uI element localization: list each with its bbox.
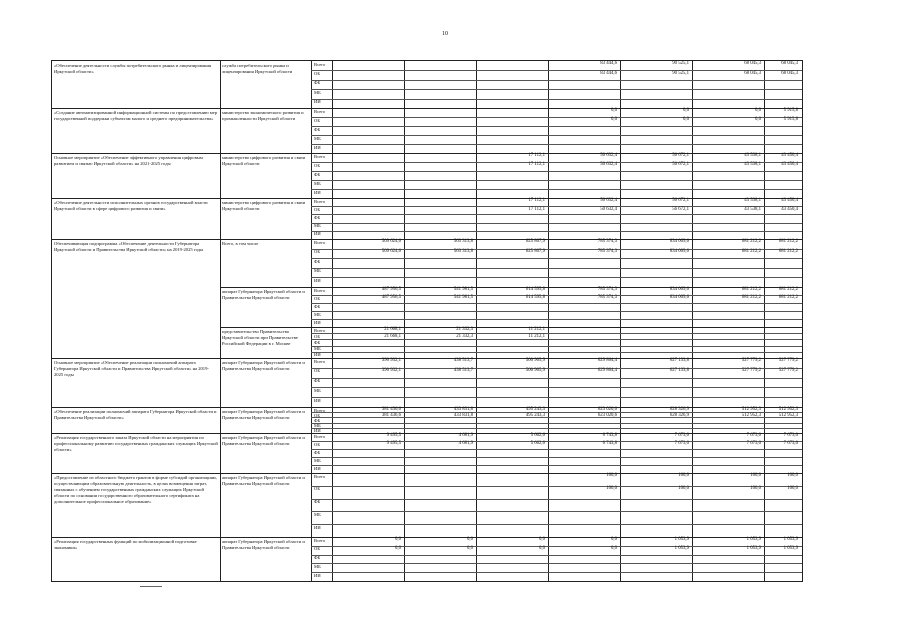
- amount-cell: 68 045,3: [744, 61, 761, 67]
- amount-cell: 629 864,4: [597, 368, 617, 374]
- source-row-divider: [311, 524, 802, 525]
- amount-cell: 512 952,3: [778, 407, 798, 413]
- funding-source: МБ: [314, 423, 321, 429]
- amount-cell: 1 053,9: [783, 537, 798, 543]
- column-divider: [548, 61, 549, 581]
- amount-cell: 681 212,2: [778, 287, 798, 293]
- funding-source: ОБ: [314, 333, 320, 339]
- amount-cell: 9 495,5: [386, 433, 401, 439]
- funding-source: ФБ: [314, 339, 321, 345]
- funding-source: ОБ: [314, 441, 320, 447]
- amount-cell: 43 450,4: [781, 153, 798, 159]
- amount-cell: 629 864,4: [597, 358, 617, 364]
- source-row-divider: [311, 387, 802, 388]
- funding-source: ИИ: [314, 231, 321, 237]
- funding-source: ОБ: [314, 412, 320, 418]
- funding-source: МБ: [314, 268, 321, 274]
- amount-cell: 563 313,8: [453, 248, 473, 254]
- amount-cell: 500 905,9: [525, 358, 545, 364]
- amount-cell: 7 673,0: [783, 441, 798, 447]
- executor-name: министерство цифрового развития и связи Иркутской области: [222, 200, 307, 211]
- source-row-divider: [311, 346, 802, 347]
- activity-name: «Реализация государственного заказа Иркутской области на мероприятия по профессиональному развитию государственных гражданских служащих Иркутской области»: [54, 435, 220, 452]
- amount-cell: 43 538,1: [744, 153, 761, 159]
- funding-source: ИИ: [314, 428, 321, 434]
- funding-source: ИИ: [314, 352, 321, 358]
- amount-cell: 834 009,6: [669, 287, 689, 293]
- amount-cell: 438 513,7: [453, 368, 473, 374]
- funding-source: ОБ: [314, 206, 320, 212]
- executor-name: аппарат Губернатора Иркутской области и Правительства Иркутской области: [222, 360, 306, 371]
- funding-source: ИИ: [314, 465, 321, 471]
- amount-cell: 785 374,3: [597, 295, 617, 301]
- amount-cell: 541 981,5: [453, 295, 473, 301]
- activity-name: Основное мероприятие «Обеспечение эффективного управления цифровым развитием и связью Иркутской области» на 2021-2025 годы: [54, 155, 204, 166]
- amount-cell: 100,0: [678, 473, 689, 479]
- funding-source: ФБ: [314, 555, 321, 561]
- column-divider: [692, 61, 693, 581]
- amount-cell: 5 662,6: [530, 433, 545, 439]
- executor-name: Всего, в том числе: [222, 241, 259, 246]
- amount-cell: 614 595,8: [525, 295, 545, 301]
- source-row-divider: [311, 449, 802, 450]
- amount-cell: 681 212,2: [741, 248, 761, 254]
- executor-name: аппарат Губернатора Иркутской области и Правительства Иркутской области: [222, 435, 306, 446]
- activity-name: «Реализация государственных функций по мобилизационной подготовке экономики»: [54, 539, 198, 550]
- amount-cell: 681 212,2: [741, 295, 761, 301]
- funding-source: Всего: [314, 239, 326, 245]
- amount-cell: 100,0: [787, 486, 798, 492]
- amount-cell: 527 779,2: [741, 368, 761, 374]
- amount-cell: 5 915,8: [783, 108, 798, 114]
- funding-source: Всего: [314, 108, 326, 114]
- source-row-divider: [311, 417, 802, 418]
- amount-cell: 1 053,9: [674, 546, 689, 552]
- funding-source: МБ: [314, 457, 321, 463]
- funding-source: ОБ: [314, 117, 320, 123]
- source-row-divider: [311, 563, 802, 564]
- funding-source: Всего: [314, 61, 326, 67]
- column-divider: [764, 61, 765, 581]
- amount-cell: 390 932,1: [381, 358, 401, 364]
- amount-cell: 11 212,1: [528, 333, 545, 339]
- footer-rule: [140, 586, 162, 587]
- amount-cell: 56 672,1: [672, 162, 689, 168]
- amount-cell: 834 009,6: [669, 295, 689, 301]
- source-row-divider: [311, 465, 802, 466]
- column-divider: [620, 61, 621, 581]
- amount-cell: 0,0: [467, 546, 473, 552]
- funding-source: ИИ: [314, 524, 321, 530]
- amount-cell: 1 053,9: [746, 546, 761, 552]
- funding-source: ФБ: [314, 303, 321, 309]
- amount-cell: 541 981,5: [453, 287, 473, 293]
- funding-source: ИИ: [314, 319, 321, 325]
- executor-name: аппарат Губернатора Иркутской области и Правительства Иркутской области: [222, 475, 306, 486]
- amount-cell: 623 020,6: [597, 412, 617, 418]
- amount-cell: 1 053,9: [783, 546, 798, 552]
- source-row-divider: [311, 397, 802, 398]
- amount-cell: 0,0: [539, 546, 545, 552]
- funding-source: ИИ: [314, 397, 321, 403]
- amount-cell: 43 450,4: [781, 162, 798, 168]
- source-row-divider: [311, 189, 802, 190]
- amount-cell: 6 743,8: [602, 441, 617, 447]
- source-row-divider: [311, 214, 802, 215]
- source-row-divider: [311, 319, 802, 320]
- funding-source: ФБ: [314, 80, 321, 86]
- source-row-divider: [311, 80, 802, 81]
- funding-source: МБ: [314, 311, 321, 317]
- source-row-divider: [311, 511, 802, 512]
- funding-source: МБ: [314, 511, 321, 517]
- amount-cell: 627 133,8: [669, 368, 689, 374]
- block-separator: [52, 108, 802, 109]
- amount-cell: 7 673,0: [746, 433, 761, 439]
- activity-name: Основное мероприятие «Обеспечение реализации полномочий аппарата Губернатора Иркутской области и Правительства Иркутской области» на 2019-2025 годы: [54, 360, 209, 377]
- executor-name: аппарат Губернатора Иркутской области и Правительства Иркутской области: [222, 539, 306, 550]
- source-row-divider: [311, 126, 802, 127]
- executor-name: служба потребительского рынка и лицензирования Иркутской области: [222, 63, 293, 74]
- amount-cell: 100,0: [787, 473, 798, 479]
- funding-source: Всего: [314, 153, 326, 159]
- amount-cell: 43 538,1: [744, 162, 761, 168]
- source-row-divider: [311, 457, 802, 458]
- amount-cell: 21 668,1: [384, 327, 401, 333]
- funding-source: ОБ: [314, 295, 320, 301]
- amount-cell: 527 779,2: [778, 368, 798, 374]
- amount-cell: 438 513,7: [453, 358, 473, 364]
- funding-source: МБ: [314, 387, 321, 393]
- block-separator: [52, 198, 802, 199]
- funding-source: МБ: [314, 135, 321, 141]
- source-row-divider: [311, 499, 802, 500]
- activity-name: «Обеспечение деятельности исполнительных органов государственной власти Иркутской области в сфере цифрового развития и связи»: [54, 200, 209, 211]
- amount-cell: 0,0: [611, 117, 617, 123]
- amount-cell: 4 681,9: [458, 441, 473, 447]
- source-row-divider: [311, 231, 802, 232]
- funding-source: Всего: [314, 287, 326, 293]
- amount-cell: 433 831,8: [453, 407, 473, 413]
- amount-cell: 495 243,3: [525, 407, 545, 413]
- amount-cell: 11 212,1: [528, 327, 545, 333]
- amount-cell: 512 952,3: [741, 407, 761, 413]
- activity-name: «Обеспечение реализации полномочий аппарата Губернатора Иркутской области и Правительства Иркутской области»: [54, 409, 218, 420]
- source-row-divider: [311, 423, 802, 424]
- funding-source: Всего: [314, 198, 326, 204]
- amount-cell: 7 673,0: [674, 433, 689, 439]
- amount-cell: 21 332,3: [456, 327, 473, 333]
- funding-source: МБ: [314, 89, 321, 95]
- amount-cell: 7 673,0: [746, 441, 761, 447]
- source-row-divider: [311, 99, 802, 100]
- source-row-divider: [311, 303, 802, 304]
- amount-cell: 627 133,8: [669, 358, 689, 364]
- activity-name: Обеспечивающая подпрограмма «Обеспечение деятельности Губернатора Иркутской области и Правительства Иркутской области» на 2019-2025 годы: [54, 241, 204, 252]
- funding-source: ФБ: [314, 171, 321, 177]
- amount-cell: 623 020,6: [597, 407, 617, 413]
- amount-cell: 0,0: [755, 117, 761, 123]
- funding-source: ИИ: [314, 144, 321, 150]
- amount-cell: 5 915,8: [783, 117, 798, 123]
- amount-cell: 68 045,3: [781, 61, 798, 67]
- amount-cell: 50 632,4: [600, 206, 617, 212]
- funding-source: Всего: [314, 327, 326, 333]
- executor-name: представительство Правительства Иркутской области при Правительстве Российской Федерации в г. Москве: [222, 329, 300, 346]
- source-row-divider: [311, 277, 802, 278]
- amount-cell: 614 595,8: [525, 287, 545, 293]
- source-row-divider: [311, 378, 802, 379]
- funding-source: ОБ: [314, 546, 320, 552]
- funding-source: ФБ: [314, 417, 321, 423]
- amount-cell: 0,0: [467, 537, 473, 543]
- column-divider: [220, 61, 221, 581]
- amount-cell: 50 632,4: [600, 153, 617, 159]
- source-row-divider: [311, 135, 802, 136]
- amount-cell: 0,0: [611, 537, 617, 543]
- amount-cell: 43 450,4: [781, 198, 798, 204]
- funding-source: МБ: [314, 180, 321, 186]
- amount-cell: 0,0: [539, 537, 545, 543]
- page-number: 10: [442, 31, 448, 37]
- amount-cell: 21 332,3: [456, 333, 473, 339]
- amount-cell: 17 112,1: [528, 206, 545, 212]
- amount-cell: 90 525,1: [672, 70, 689, 76]
- executor-name: министерство цифрового развития и связи Иркутской области: [222, 155, 307, 166]
- amount-cell: 7 673,0: [783, 433, 798, 439]
- block-separator: [52, 473, 802, 474]
- amount-cell: 681 212,2: [778, 248, 798, 254]
- amount-cell: 100,0: [606, 473, 617, 479]
- amount-cell: 90 525,1: [672, 61, 689, 67]
- amount-cell: 487 956,5: [381, 295, 401, 301]
- executor-name: аппарат Губернатора Иркутской области и Правительства Иркутской области: [222, 289, 306, 300]
- amount-cell: 681 212,2: [741, 239, 761, 245]
- amount-cell: 0,0: [395, 537, 401, 543]
- amount-cell: 7 673,0: [674, 441, 689, 447]
- amount-cell: 625 807,9: [525, 239, 545, 245]
- amount-cell: 100,0: [750, 473, 761, 479]
- amount-cell: 381 436,6: [381, 407, 401, 413]
- amount-cell: 509 624,6: [381, 239, 401, 245]
- amount-cell: 0,0: [395, 546, 401, 552]
- amount-cell: 381 436,6: [381, 412, 401, 418]
- source-row-divider: [311, 144, 802, 145]
- executor-name: министерство экономического развития и промышленности Иркутской области: [222, 110, 305, 121]
- source-row-divider: [311, 572, 802, 573]
- source-row-divider: [311, 339, 802, 340]
- column-divider: [404, 61, 405, 581]
- amount-cell: 50 632,4: [600, 198, 617, 204]
- source-row-divider: [311, 268, 802, 269]
- amount-cell: 512 952,3: [778, 412, 798, 418]
- funding-source: ИИ: [314, 189, 321, 195]
- amount-cell: 56 672,1: [672, 206, 689, 212]
- amount-cell: 527 779,2: [741, 358, 761, 364]
- amount-cell: 9 495,5: [386, 441, 401, 447]
- amount-cell: 83 444,6: [600, 70, 617, 76]
- activity-name: «Обеспечение деятельности службы потребительского рынка и лицензирования Иркутской области»: [54, 63, 213, 74]
- funding-source: ФБ: [314, 378, 321, 384]
- activity-name: «Предоставление из областного бюджета грантов в форме субсидий организациям, осуществляющим образовательную деятельность, в целях возмещения затрат, связанных с обучением государственных гражданских служащих Иркутской области по основании государственного образовательного сертификата на дополнительное профессиональное образование»: [54, 475, 219, 504]
- funding-source: ИИ: [314, 277, 321, 283]
- amount-cell: 628 326,9: [669, 407, 689, 413]
- amount-cell: 500 905,9: [525, 368, 545, 374]
- amount-cell: 68 045,3: [744, 70, 761, 76]
- amount-cell: 68 045,3: [781, 70, 798, 76]
- funding-source: ФБ: [314, 126, 321, 132]
- amount-cell: 43 450,4: [781, 206, 798, 212]
- source-row-divider: [311, 223, 802, 224]
- amount-cell: 681 212,2: [778, 295, 798, 301]
- funding-source: МБ: [314, 346, 321, 352]
- amount-cell: 785 374,3: [597, 239, 617, 245]
- amount-cell: 43 538,1: [744, 198, 761, 204]
- column-divider: [311, 61, 312, 581]
- amount-cell: 433 831,8: [453, 412, 473, 418]
- amount-cell: 0,0: [683, 117, 689, 123]
- amount-cell: 0,0: [611, 108, 617, 114]
- column-divider: [476, 61, 477, 581]
- funding-source: ФБ: [314, 258, 321, 264]
- source-row-divider: [311, 171, 802, 172]
- funding-source: ФБ: [314, 449, 321, 455]
- amount-cell: 495 243,3: [525, 412, 545, 418]
- funding-source: Всего: [314, 358, 326, 364]
- funding-source: ОБ: [314, 486, 320, 492]
- amount-cell: 785 374,3: [597, 287, 617, 293]
- funding-source: МБ: [314, 223, 321, 229]
- amount-cell: 0,0: [755, 108, 761, 114]
- amount-cell: 0,0: [611, 546, 617, 552]
- funding-source: ОБ: [314, 162, 320, 168]
- funding-source: ОБ: [314, 368, 320, 374]
- funding-source: МБ: [314, 563, 321, 569]
- amount-cell: 21 668,1: [384, 333, 401, 339]
- amount-cell: 487 956,5: [381, 287, 401, 293]
- amount-cell: 512 952,3: [741, 412, 761, 418]
- source-row-divider: [311, 180, 802, 181]
- amount-cell: 50 632,4: [600, 162, 617, 168]
- source-row-divider: [311, 428, 802, 429]
- source-row-divider: [311, 555, 802, 556]
- funding-source: ИИ: [314, 572, 321, 578]
- column-divider: [332, 61, 333, 581]
- amount-cell: 43 538,1: [744, 206, 761, 212]
- amount-cell: 17 112,1: [528, 153, 545, 159]
- budget-table: [51, 60, 803, 582]
- amount-cell: 834 009,6: [669, 248, 689, 254]
- amount-cell: 681 212,2: [778, 239, 798, 245]
- amount-cell: 17 112,1: [528, 198, 545, 204]
- amount-cell: 17 112,1: [528, 162, 545, 168]
- amount-cell: 834 009,6: [669, 239, 689, 245]
- amount-cell: 56 672,1: [672, 198, 689, 204]
- amount-cell: 563 313,8: [453, 239, 473, 245]
- amount-cell: 100,0: [606, 486, 617, 492]
- block-separator: [52, 153, 802, 154]
- funding-source: ФБ: [314, 214, 321, 220]
- amount-cell: 527 779,2: [778, 358, 798, 364]
- source-row-divider: [311, 311, 802, 312]
- amount-cell: 100,0: [750, 486, 761, 492]
- funding-source: Всего: [314, 433, 326, 439]
- funding-source: Всего: [314, 407, 326, 413]
- amount-cell: 4 681,9: [458, 433, 473, 439]
- funding-source: Всего: [314, 473, 326, 479]
- amount-cell: 509 624,6: [381, 248, 401, 254]
- amount-cell: 6 743,8: [602, 433, 617, 439]
- amount-cell: 100,0: [678, 486, 689, 492]
- activity-name: «Создание автоматизированной информационной системы по предоставлению мер государственной поддержки субъектам малого и среднего предпринимательства»: [54, 110, 219, 121]
- source-row-divider: [311, 352, 802, 353]
- amount-cell: 625 807,9: [525, 248, 545, 254]
- source-row-divider: [311, 89, 802, 90]
- amount-cell: 5 662,6: [530, 441, 545, 447]
- amount-cell: 628 326,9: [669, 412, 689, 418]
- amount-cell: 1 053,9: [746, 537, 761, 543]
- amount-cell: 681 212,2: [741, 287, 761, 293]
- executor-name: аппарат Губернатора Иркутской области и Правительства Иркутской области: [222, 409, 306, 420]
- amount-cell: 56 672,1: [672, 153, 689, 159]
- amount-cell: 0,0: [683, 108, 689, 114]
- funding-source: ОБ: [314, 70, 320, 76]
- amount-cell: 785 374,3: [597, 248, 617, 254]
- amount-cell: 83 444,6: [600, 61, 617, 67]
- source-row-divider: [311, 258, 802, 259]
- funding-source: ФБ: [314, 499, 321, 505]
- funding-source: Всего: [314, 537, 326, 543]
- amount-cell: 1 053,9: [674, 537, 689, 543]
- funding-source: ОБ: [314, 249, 320, 255]
- funding-source: ИИ: [314, 99, 321, 105]
- amount-cell: 390 932,1: [381, 368, 401, 374]
